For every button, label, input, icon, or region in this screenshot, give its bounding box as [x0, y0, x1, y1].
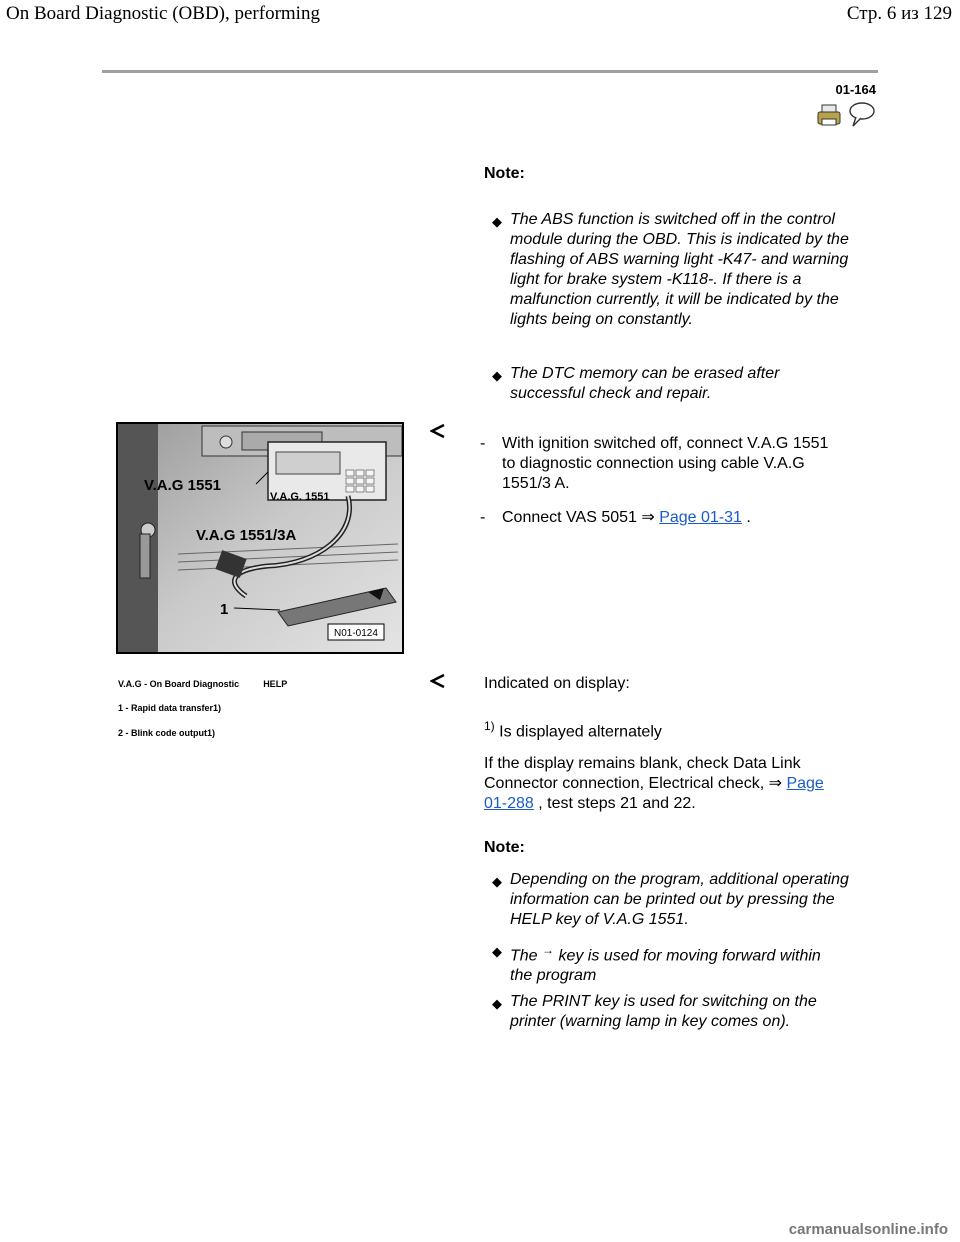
note-heading-2: Note: [484, 839, 525, 856]
printer-icon[interactable] [818, 105, 840, 125]
bullet-text: The DTC memory can be erased after successful check and repair. [510, 365, 780, 402]
page-link-01-31[interactable]: Page 01-31 [659, 509, 742, 526]
diamond-bullet-icon: ◆ [492, 944, 502, 959]
display-line-1: V.A.G - On Board Diagnostic HELP [118, 679, 288, 689]
pointer-arrow-icon [430, 424, 446, 438]
pointer-arrow-icon [430, 674, 446, 688]
page-header [0, 0, 960, 28]
label-cable: V.A.G 1551/3A [196, 527, 297, 544]
step-text: With ignition switched off, connect V.A.G 1551 to diagnostic connection using cable V.A.G 1551/3 A. [502, 435, 829, 492]
toolbar-icons [816, 102, 876, 128]
note2-bullet-3: ◆ The PRINT key is used for switching on the printer (warning lamp in key comes on). [492, 993, 817, 1030]
note-bullet-2 [492, 364, 882, 404]
diamond-bullet-icon: ◆ [492, 368, 502, 383]
diamond-bullet-icon: ◆ [492, 214, 502, 229]
diamond-bullet-icon: ◆ [492, 874, 502, 889]
display-line-3: 2 - Blink code output1) [118, 728, 216, 738]
header-rule [102, 70, 878, 73]
step-connect-vag: - With ignition switched off, connect V.A.G 1551 to diagnostic connection using cable V.A.G 1551/3 A. [480, 434, 880, 494]
label-number: 1 [220, 601, 229, 618]
speech-bubble-icon[interactable] [850, 103, 874, 126]
page-reference: 01-164 [835, 82, 876, 97]
page-link-01-288[interactable]: Page 01-288 [484, 775, 824, 812]
note2-bullet-2: ◆ The → key is used for moving forward within the program [492, 943, 821, 985]
note-bullet-1 [492, 210, 882, 330]
note2-bullet-1: ◆ Depending on the program, additional operating information can be printed out by pressing the HELP key of V.A.G 1551. [492, 871, 849, 928]
header-title: On Board Diagnostic (OBD), performing [6, 3, 320, 24]
indicated-on-display: Indicated on display: [484, 675, 630, 692]
diamond-bullet-icon: ◆ [492, 996, 502, 1011]
page-counter: Стр. 6 из 129 [846, 3, 952, 24]
note-heading-1: Note: [484, 165, 525, 182]
step-connect-vas: - Connect VAS 5051 ⇒ Page 01-31 . [480, 509, 751, 526]
blank-display-instruction: If the display remains blank, check Data Link Connector connection, Electrical check, ⇒ Page 01-288 , test steps 21 and 22. [484, 755, 824, 812]
label-device: V.A.G. 1551 [270, 491, 330, 503]
right-arrow-key-icon: → [542, 943, 555, 957]
footnote: $^{1)}$ Is displayed alternately [484, 719, 662, 741]
figure-id: N01-0124 [334, 628, 378, 639]
watermark: carmanualsonline.info [788, 1221, 948, 1238]
connection-figure [116, 422, 404, 654]
bullet-text: The ABS function is switched off in the control module during the OBD. This is indicated by the flashing of ABS warning light -K47- and warning light for brake system -K118-. If there is a malfunction currently, it will be indicated by the lights being on constantly. [510, 211, 849, 328]
label-vag-1551: V.A.G 1551 [144, 477, 221, 494]
display-line-2: 1 - Rapid data transfer1) [118, 703, 222, 713]
